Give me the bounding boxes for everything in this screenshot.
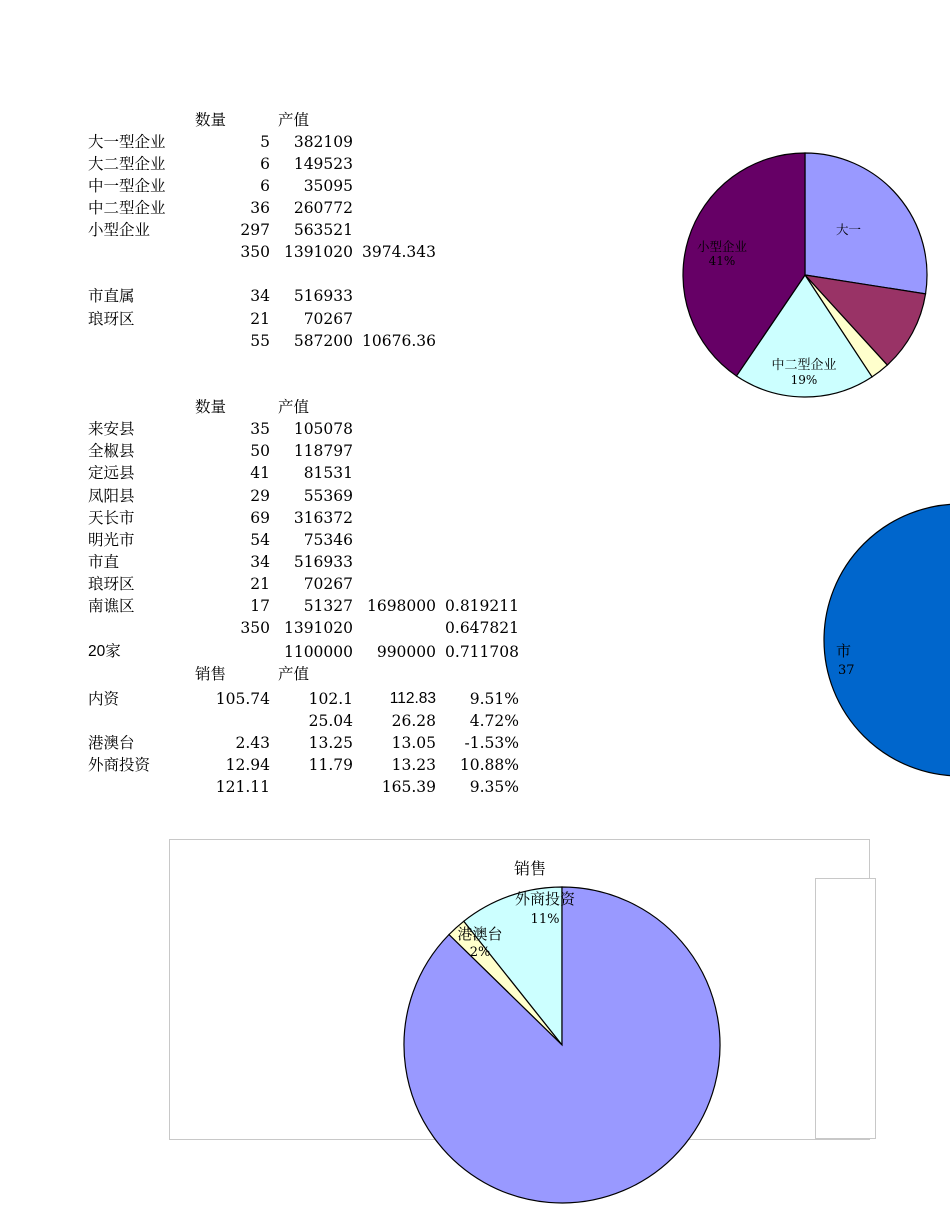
cell-value: 1100000 — [283, 643, 353, 661]
pie-label: 中二型企业 — [771, 358, 837, 373]
row-label: 20家 — [88, 643, 121, 660]
header-sales: 销售 — [195, 665, 227, 683]
cell-sum: 990000 — [376, 643, 436, 661]
row-label: 内资 — [88, 690, 120, 708]
cell-value: 105078 — [293, 420, 353, 438]
cell: 112.83 — [389, 690, 436, 707]
pie-label: 11% — [530, 912, 560, 927]
header-quantity: 数量 — [195, 398, 227, 416]
row-label: 南谯区 — [88, 597, 135, 615]
cell: 11.79 — [308, 756, 353, 774]
cell-pct: 10.88% — [459, 756, 519, 774]
total-value: 1391020 — [283, 619, 353, 637]
row-label: 市直 — [88, 553, 120, 571]
row-label: 来安县 — [88, 420, 135, 438]
cell-qty: 54 — [250, 531, 270, 549]
pie-label: 港澳台 — [457, 925, 503, 943]
cell-qty: 34 — [250, 553, 270, 571]
row-label: 大二型企业 — [88, 155, 166, 173]
cell-qty: 41 — [250, 464, 270, 482]
cell-pct: -1.53% — [464, 734, 519, 752]
cell: 25.04 — [308, 712, 353, 730]
cell-qty: 69 — [250, 509, 270, 527]
row-label: 大一型企业 — [88, 133, 166, 151]
cell-value: 316372 — [293, 509, 353, 527]
pie-label: 37 — [838, 663, 855, 678]
pie-label: 2% — [469, 945, 491, 960]
pie-label: 小型企业 — [696, 239, 748, 254]
row-label: 市直属 — [88, 287, 135, 305]
cell-value: 260772 — [293, 199, 353, 217]
row-label: 天长市 — [88, 509, 135, 527]
cell-pct: 9.51% — [469, 690, 519, 708]
cell-qty: 50 — [250, 442, 270, 460]
pie-label: 19% — [790, 373, 818, 387]
header-quantity: 数量 — [195, 111, 227, 129]
cell: 12.94 — [225, 756, 270, 774]
cell-value: 516933 — [293, 553, 353, 571]
total-ratio: 0.647821 — [445, 619, 519, 637]
cell: 2.43 — [235, 734, 270, 752]
cell-qty: 17 — [250, 597, 270, 615]
row-label: 港澳台 — [88, 734, 135, 752]
total-value: 165.39 — [381, 778, 436, 796]
cell: 26.28 — [391, 712, 436, 730]
cell-value: 81531 — [303, 464, 353, 482]
cell: 105.74 — [215, 690, 270, 708]
pie-label: 大一 — [836, 222, 862, 237]
pie-label: 41% — [708, 254, 736, 268]
row-label: 小型企业 — [88, 221, 151, 239]
cell-qty: 6 — [260, 155, 270, 173]
cell: 102.1 — [308, 690, 353, 708]
cell-value: 118797 — [293, 442, 353, 460]
cell-value: 516933 — [293, 287, 353, 305]
cell-ratio: 0.711708 — [445, 643, 519, 661]
row-label: 琅玡区 — [88, 310, 135, 328]
cell-value: 51327 — [303, 597, 353, 615]
pie-label: 市 — [836, 642, 852, 660]
cell-value: 55369 — [303, 487, 353, 505]
cell-pct: 4.72% — [469, 712, 519, 730]
row-label: 凤阳县 — [88, 487, 135, 505]
row-label: 全椒县 — [88, 442, 135, 460]
total-extra: 3974.343 — [362, 243, 436, 261]
header-output: 产值 — [278, 398, 310, 416]
cell-qty: 5 — [260, 133, 270, 151]
cell-qty: 21 — [250, 310, 270, 328]
row-label: 中一型企业 — [88, 177, 166, 195]
total-value: 1391020 — [283, 243, 353, 261]
header-output: 产值 — [278, 111, 310, 129]
cell-value: 70267 — [303, 575, 353, 593]
total-pct: 9.35% — [469, 778, 519, 796]
enterprise-pie-slice — [805, 153, 927, 294]
cell-qty: 297 — [240, 221, 270, 239]
cell-qty: 36 — [250, 199, 270, 217]
chart-title: 销售 — [513, 859, 547, 878]
total-qty: 350 — [240, 243, 270, 261]
cell-qty: 35 — [250, 420, 270, 438]
cell-qty: 6 — [260, 177, 270, 195]
second-chart-frame — [816, 879, 876, 1139]
row-label: 明光市 — [88, 531, 135, 549]
cell-sum: 1698000 — [366, 597, 436, 615]
cell-value: 70267 — [303, 310, 353, 328]
pie-label: 外商投资 — [514, 890, 576, 908]
total-sales: 121.11 — [215, 778, 270, 796]
cell-value: 382109 — [293, 133, 353, 151]
total-qty: 55 — [250, 332, 270, 350]
cell: 13.25 — [308, 734, 353, 752]
total-qty: 350 — [240, 619, 270, 637]
cell: 13.23 — [391, 756, 436, 774]
cell-value: 35095 — [303, 177, 353, 195]
cell-qty: 21 — [250, 575, 270, 593]
cell-value: 149523 — [293, 155, 353, 173]
cell-ratio: 0.819211 — [445, 597, 519, 615]
district-pie-slice — [824, 504, 950, 776]
total-value: 587200 — [293, 332, 353, 350]
cell-qty: 34 — [250, 287, 270, 305]
cell: 13.05 — [391, 734, 436, 752]
header-output: 产值 — [278, 665, 310, 683]
row-label: 定远县 — [88, 464, 135, 482]
cell-value: 563521 — [293, 221, 353, 239]
cell-qty: 29 — [250, 487, 270, 505]
row-label: 琅玡区 — [88, 575, 135, 593]
row-label: 外商投资 — [88, 756, 151, 774]
row-label: 中二型企业 — [88, 199, 166, 217]
cell-value: 75346 — [303, 531, 353, 549]
total-extra: 10676.36 — [362, 332, 436, 350]
